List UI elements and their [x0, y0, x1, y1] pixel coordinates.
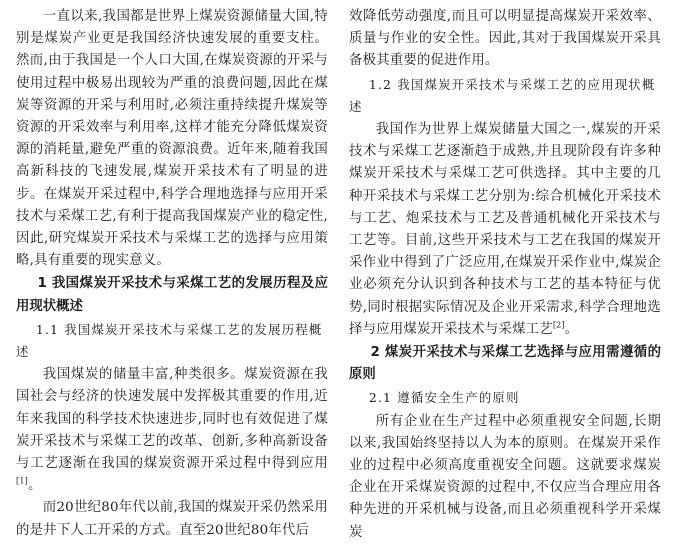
- citation-1: [1]: [16, 476, 28, 486]
- section-2-1-paragraph: 所有企业在生产过程中必须重视安全问题,长期以来,我国始终坚持以人为本的原则。在煤炭开采作业的过程中必须高度重视安全问题。这就要求煤炭企业在开采煤炭资源的过程中,不仅应当合理应用各种先进的开采机械与设备,而且必须重视科学开采煤炭: [349, 413, 661, 540]
- section-1-2-heading: 1.2 我国煤炭开采技术与采煤工艺的应用现状概述: [349, 76, 656, 114]
- citation-2: [2]: [552, 320, 565, 330]
- intro-paragraph: 一直以来,我国都是世界上煤炭资源储量大国,特别是煤炭产业更是我国经济快速发展的重要支柱。然而,由于我国是一个人口大国,在煤炭资源的开采与使用过程中极易出现较为严重的浪费问题,因此在煤炭等资源的开采与利用时,必须注重持续提升煤炭等资源的开采效率与利用率,这样才能充分降低煤炭资源的消耗量,避免严重的资源浪费。近年来,随着我国高新科技的飞速发展,煤炭开采技术有了明显的进步。在煤炭开采过程中,科学合理地选择与应用开采技术与采煤工艺,有利于提高我国煤炭产业的稳定性,因此,研究煤炭开采技术与采煤工艺的选择与应用策略,具有重要的现实意义。: [16, 9, 328, 269]
- section-1-2-text-end: 。: [564, 321, 579, 337]
- section-1-1-text-end: 。: [27, 478, 42, 494]
- section-2-heading: 2 煤炭开采技术与采煤工艺选择与应用需遵循的原则: [349, 345, 661, 383]
- section-1-heading: 1 我国煤炭开采技术与采煤工艺的发展历程及应用现状概述: [16, 276, 328, 314]
- section-1-2-paragraph: [349, 119, 661, 341]
- right-column: [349, 6, 661, 544]
- left-column: [16, 6, 328, 542]
- section-1-1-paragraph-2: 而20世纪80年代以前,我国的煤炭开采仍然采用的是井下人工开采的方式。直至20世纪80年代后: [16, 500, 328, 538]
- section-1-1-text: 我国煤炭的储量丰富,种类很多。煤炭资源在我国社会与经济的快速发展中发挥极其重要的作用,近年来我国的科学技术快速进步,同时也有效促进了煤炭开采技术与采煤工艺的改革、创新,多种高新设备与工艺逐渐在我国的煤炭资源开采过程中得到应用: [16, 367, 328, 472]
- section-1-1-paragraph: [16, 364, 328, 497]
- section-2-1-heading: 2.1 遵循安全生产的原则: [368, 390, 520, 406]
- section-1-1-heading: 1.1 我国煤炭开采技术与采煤工艺的发展历程概述: [16, 321, 323, 360]
- section-1-2-text: 我国作为世界上煤炭储量大国之一,煤炭的开采技术与采煤工艺逐渐趋于成熟,并且现阶段有许多种煤炭开采技术与采煤工艺可供选择。其中主要的几种开采技术与采煤工艺分别为:综合机械化开采技术与工艺、炮采技术与工艺及普通机械化开采技术与工艺等。目前,这些开采技术与工艺在我国的煤炭开采作业中得到了广泛应用,在煤炭开采作业中,煤炭企业必须充分认识到各种技术与工艺的基本特征与优势,同时根据实际情况及企业开采需求,科学合理地选择与应用煤炭开采技术与采煤工艺: [349, 122, 661, 337]
- continued-paragraph: 效降低劳动强度,而且可以明显提高煤炭开采效率、质量与作业的安全性。因此,其对于我国煤炭开采具备极其重要的促进作用。: [349, 9, 661, 69]
